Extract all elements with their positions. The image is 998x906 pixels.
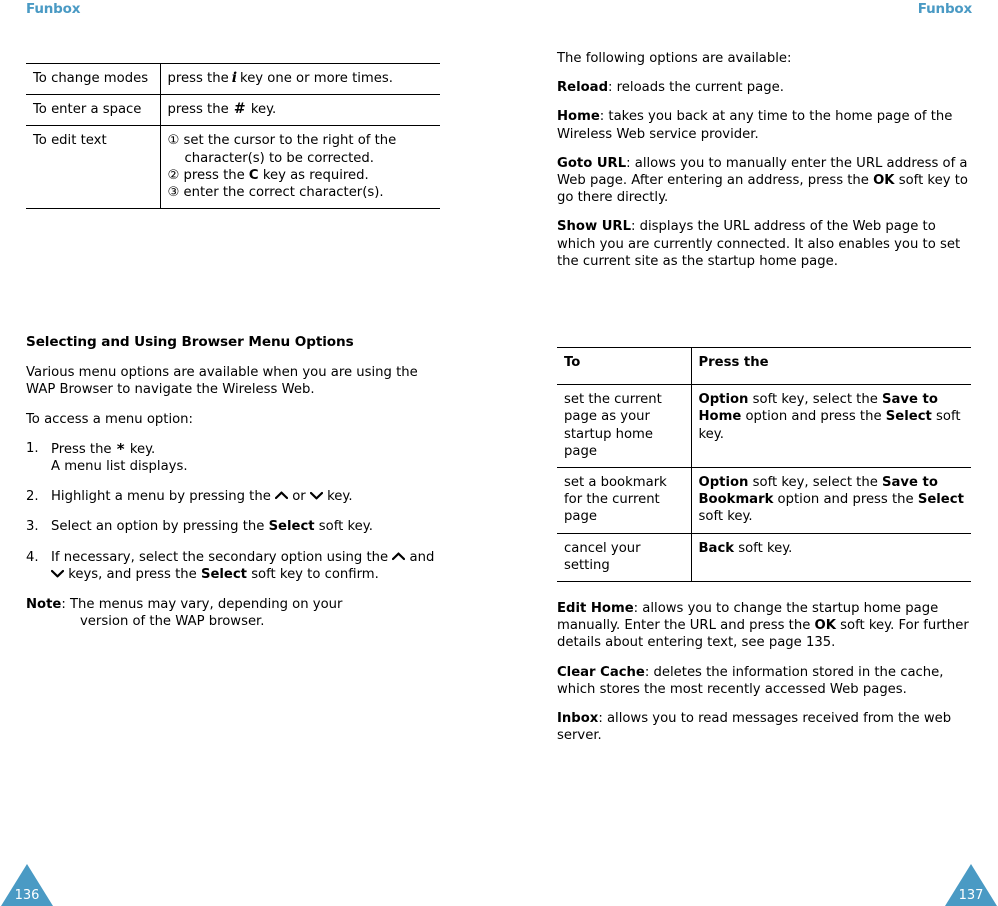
step-2-mid: or <box>292 489 306 505</box>
table-row <box>557 468 971 534</box>
instruction-post: key. <box>250 102 277 118</box>
step-4-mid: and <box>409 549 435 565</box>
option-term: Inbox <box>557 711 599 727</box>
table-header-press: Press the <box>691 348 971 385</box>
page-right <box>499 0 998 906</box>
option-text: : displays the URL address of the Web page to which you are currently connected. It also enables you to set the current site as the startup home page. <box>557 219 961 269</box>
option-reload <box>557 79 971 96</box>
edit-step-2-key: C <box>248 167 259 183</box>
table-cell-instruction <box>160 64 440 95</box>
press-text: soft key, select the <box>748 392 883 408</box>
table-cell-press <box>691 385 971 468</box>
step-2 <box>26 488 440 505</box>
table-header-row <box>557 348 971 385</box>
option-text-pre: : allows you to change the startup home page manually. Enter the URL and press the <box>557 601 939 634</box>
edit-step-2-post: key as required. <box>262 167 369 183</box>
step-4 <box>26 549 440 583</box>
right-intro: The following options are available: <box>557 51 792 66</box>
hash-key-icon: # <box>233 101 246 118</box>
table-cell-action: To edit text <box>26 126 160 209</box>
folio-right <box>945 864 997 906</box>
note-first-line <box>26 596 440 613</box>
down-arrow-icon <box>51 569 64 578</box>
press-text: option and press the <box>741 409 886 425</box>
right-table-wrap <box>557 347 971 582</box>
step-2-post: key. <box>327 489 353 505</box>
step-4-number: 4. <box>26 549 39 565</box>
step-3-post: soft key. <box>318 519 373 535</box>
left-prose <box>26 334 440 642</box>
option-text-post: soft key to go there directly. <box>557 173 968 206</box>
press-text: soft key, select the <box>748 475 883 491</box>
step-3-number: 3. <box>26 519 39 535</box>
intro-paragraph: Various menu options are available when you are using the WAP Browser to navigate the Wireless Web. <box>26 365 418 398</box>
i-key-icon: i <box>231 70 238 86</box>
table-header-to: To <box>557 348 691 385</box>
running-head-left: Funbox <box>26 1 81 17</box>
step-3-bold: Select <box>268 519 315 535</box>
page-number: 137 <box>958 888 984 903</box>
option-term: Goto URL <box>557 155 627 171</box>
step-2-pre: Highlight a menu by pressing the <box>51 489 271 505</box>
option-edit-home <box>557 600 971 652</box>
table-cell-instruction <box>160 95 440 126</box>
note-line2: version of the WAP browser. <box>80 614 265 630</box>
text-entry-table <box>26 63 440 209</box>
table-row <box>557 533 971 581</box>
note-block <box>26 596 440 630</box>
step-4-mid2: keys, and press the <box>68 566 197 582</box>
option-soft-key: Option <box>698 392 749 408</box>
browser-options-table <box>557 347 971 582</box>
edit-step-2-pre: ② press the <box>167 167 245 183</box>
access-line: To access a menu option: <box>26 411 193 427</box>
option-text-pre: : allows you to manually enter the URL address of a Web page. After entering an address, press the <box>557 155 968 189</box>
instruction-post: key one or more times. <box>240 71 393 86</box>
option-text: : reloads the current page. <box>608 80 784 96</box>
step-1-second-line: A menu list displays. <box>51 459 188 475</box>
folio-left <box>1 864 53 906</box>
ok-soft-key: OK <box>873 173 895 189</box>
step-1-pre: Press the <box>51 441 112 457</box>
edit-step-1: ① set the cursor to the right of the character(s) to be corrected. <box>167 133 397 166</box>
step-3 <box>26 518 440 535</box>
press-text: soft key. <box>698 409 961 442</box>
instruction-pre: press the <box>167 71 229 86</box>
option-text: : takes you back at any time to the home page of the Wireless Web service provider. <box>557 109 953 142</box>
table-cell-to: set a bookmark for the current page <box>557 468 691 534</box>
option-term: Reload <box>557 80 609 96</box>
option-term: Home <box>557 109 600 125</box>
up-arrow-icon <box>275 491 288 500</box>
step-3-pre: Select an option by pressing the <box>51 519 265 535</box>
option-term: Show URL <box>557 219 631 235</box>
note-label: Note <box>26 597 62 613</box>
back-soft-key: Back <box>698 540 735 556</box>
section-subhead: Selecting and Using Browser Menu Options <box>26 334 354 350</box>
table-cell-instruction <box>160 126 440 209</box>
step-1-post: key. <box>129 441 156 457</box>
select-soft-key: Select <box>917 492 964 508</box>
option-clear-cache <box>557 664 971 698</box>
option-soft-key: Option <box>698 475 749 491</box>
note-line1: : The menus may vary, depending on your <box>61 597 343 613</box>
left-table-wrap <box>26 63 440 209</box>
press-text: option and press the <box>773 492 918 508</box>
step-1 <box>26 440 440 475</box>
press-text: soft key. <box>698 509 753 525</box>
instruction-pre: press the <box>167 102 229 118</box>
option-inbox <box>557 710 971 744</box>
table-cell-press <box>691 468 971 534</box>
table-cell-to: cancel your setting <box>557 533 691 581</box>
ok-soft-key: OK <box>814 618 836 634</box>
option-goto-url <box>557 155 971 207</box>
option-text: : allows you to read messages received from the web server. <box>557 711 952 744</box>
step-2-number: 2. <box>26 489 39 505</box>
table-row <box>26 64 440 95</box>
save-to-bookmark-option: Save to Bookmark <box>698 475 938 508</box>
steps-list <box>26 440 440 583</box>
option-term: Edit Home <box>557 601 634 616</box>
star-key-icon: * <box>116 439 125 458</box>
up-arrow-icon <box>392 552 405 561</box>
press-text: soft key. <box>734 540 793 556</box>
select-soft-key: Select <box>885 409 932 425</box>
save-to-home-option: Save to Home <box>698 392 938 425</box>
option-text: : deletes the information stored in the cache, which stores the most recently accessed Web pages. <box>557 664 944 697</box>
edit-step-2 <box>168 167 434 184</box>
right-prose-bottom <box>557 600 971 756</box>
step-4-bold: Select <box>200 566 247 582</box>
table-row <box>557 385 971 468</box>
table-row <box>26 95 440 126</box>
option-text-post: soft key. For further details about entering text, see page 135. <box>557 618 969 651</box>
table-row <box>26 126 440 209</box>
right-prose-top <box>557 50 971 282</box>
table-cell-press <box>691 533 971 581</box>
down-arrow-icon <box>310 491 323 500</box>
option-term: Clear Cache <box>557 664 645 680</box>
running-head-right: Funbox <box>917 1 972 17</box>
option-home <box>557 108 971 142</box>
page-number: 136 <box>14 888 40 903</box>
step-4-pre: If necessary, select the secondary option using the <box>51 549 389 565</box>
step-1-number: 1. <box>26 440 39 456</box>
table-cell-action: To enter a space <box>26 95 160 126</box>
step-4-post: soft key to confirm. <box>251 566 379 582</box>
edit-step-3: ③ enter the correct character(s). <box>167 185 384 201</box>
table-cell-to: set the current page as your startup home page <box>557 385 691 468</box>
table-cell-action: To change modes <box>26 64 160 95</box>
option-show-url <box>557 218 971 270</box>
